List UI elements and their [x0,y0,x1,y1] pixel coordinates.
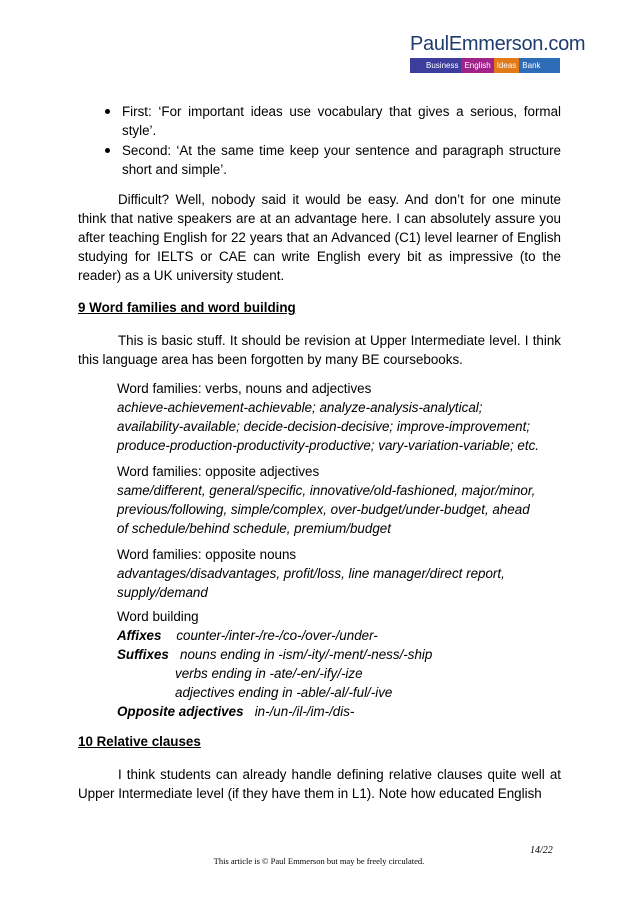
example-line: previous/following, simple/complex, over-budget/under-budget, ahead [117,502,530,517]
opposite-adjectives-value: in-/un-/il-/im-/dis- [254,704,355,719]
example-line: of schedule/behind schedule, premium/budget [117,521,391,536]
suffix-line: nouns ending in -ism/-ity/-ment/-ness/-ship [180,647,433,662]
affixes-row [117,626,567,645]
paragraph-text: This is basic stuff. It should be revision at Upper Intermediate level. I think this language area has been forgotten by many BE coursebooks. [78,333,561,367]
block-title: Word building [117,609,199,624]
bullet-text: Second: ‘At the same time keep your sentence and paragraph structure short and simple’. [122,143,561,177]
paragraph [78,765,561,803]
paragraph [78,190,561,285]
bullet-dot-icon [105,109,110,114]
paragraph [78,331,561,369]
bullet-dot-icon [105,148,110,153]
logo-tag-english: English [461,58,493,73]
block-title: Word families: verbs, nouns and adjectives [117,381,372,396]
suffixes-row [117,645,567,664]
logo-title: PaulEmmerson.com [410,33,586,55]
affixes-value: counter-/inter-/re-/co-/over-/under- [176,628,378,643]
suffixes-label: Suffixes [117,647,169,662]
paragraph-text: Difficult? Well, nobody said it would be easy. And don’t for one minute think that native speakers are at an advantage here. I can absolutely assure you after teaching English for 22 years that an Advanced (C1) level learner of English studying for IELTS or CAE can write English every bit as impressive (to the reader) as a UK university student. [78,192,561,283]
logo-tag-ideas: Ideas [494,58,520,73]
example-line: produce-production-productivity-productive; vary-variation-variable; etc. [117,438,539,453]
bullet-item [105,102,561,140]
example-line: same/different, general/specific, innovative/old-fashioned, major/minor, [117,483,536,498]
bullet-text: First: ‘For important ideas use vocabulary that gives a serious, formal style’. [122,104,561,138]
logo-tag-bank: Bank [519,58,560,73]
suffix-line: verbs ending in -ate/-en/-ify/-ize [175,666,363,681]
suffix-line: adjectives ending in -able/-al/-ful/-ive [175,685,393,700]
word-family-block [117,379,567,455]
opposite-adjectives-row [117,702,567,721]
word-family-block [117,462,567,538]
logo-tagline-bar [410,58,560,73]
word-family-block [117,545,567,602]
bullet-item [105,141,561,179]
example-line: supply/demand [117,585,208,600]
section-heading-word-families: 9 Word families and word building [78,300,296,315]
example-line: advantages/disadvantages, profit/loss, line manager/direct report, [117,566,505,581]
bullet-list [105,102,561,180]
affixes-label: Affixes [117,628,162,643]
logo-tag-business: Business [410,58,461,73]
block-title: Word families: opposite adjectives [117,464,320,479]
opposite-adjectives-label: Opposite adjectives [117,704,244,719]
page-number: 14/22 [530,845,553,856]
section-heading-relative-clauses: 10 Relative clauses [78,734,201,749]
block-title: Word families: opposite nouns [117,547,297,562]
example-line: availability-available; decide-decision-decisive; improve-improvement; [117,419,531,434]
page-footer: This article is © Paul Emmerson but may be freely circulated. [213,856,425,866]
example-line: achieve-achievement-achievable; analyze-analysis-analytical; [117,400,483,415]
site-logo[interactable] [410,33,586,73]
word-building-block [117,607,567,721]
paragraph-text: I think students can already handle defining relative clauses quite well at Upper Intermediate level (if they have them in L1). Note how educated English [78,767,561,801]
